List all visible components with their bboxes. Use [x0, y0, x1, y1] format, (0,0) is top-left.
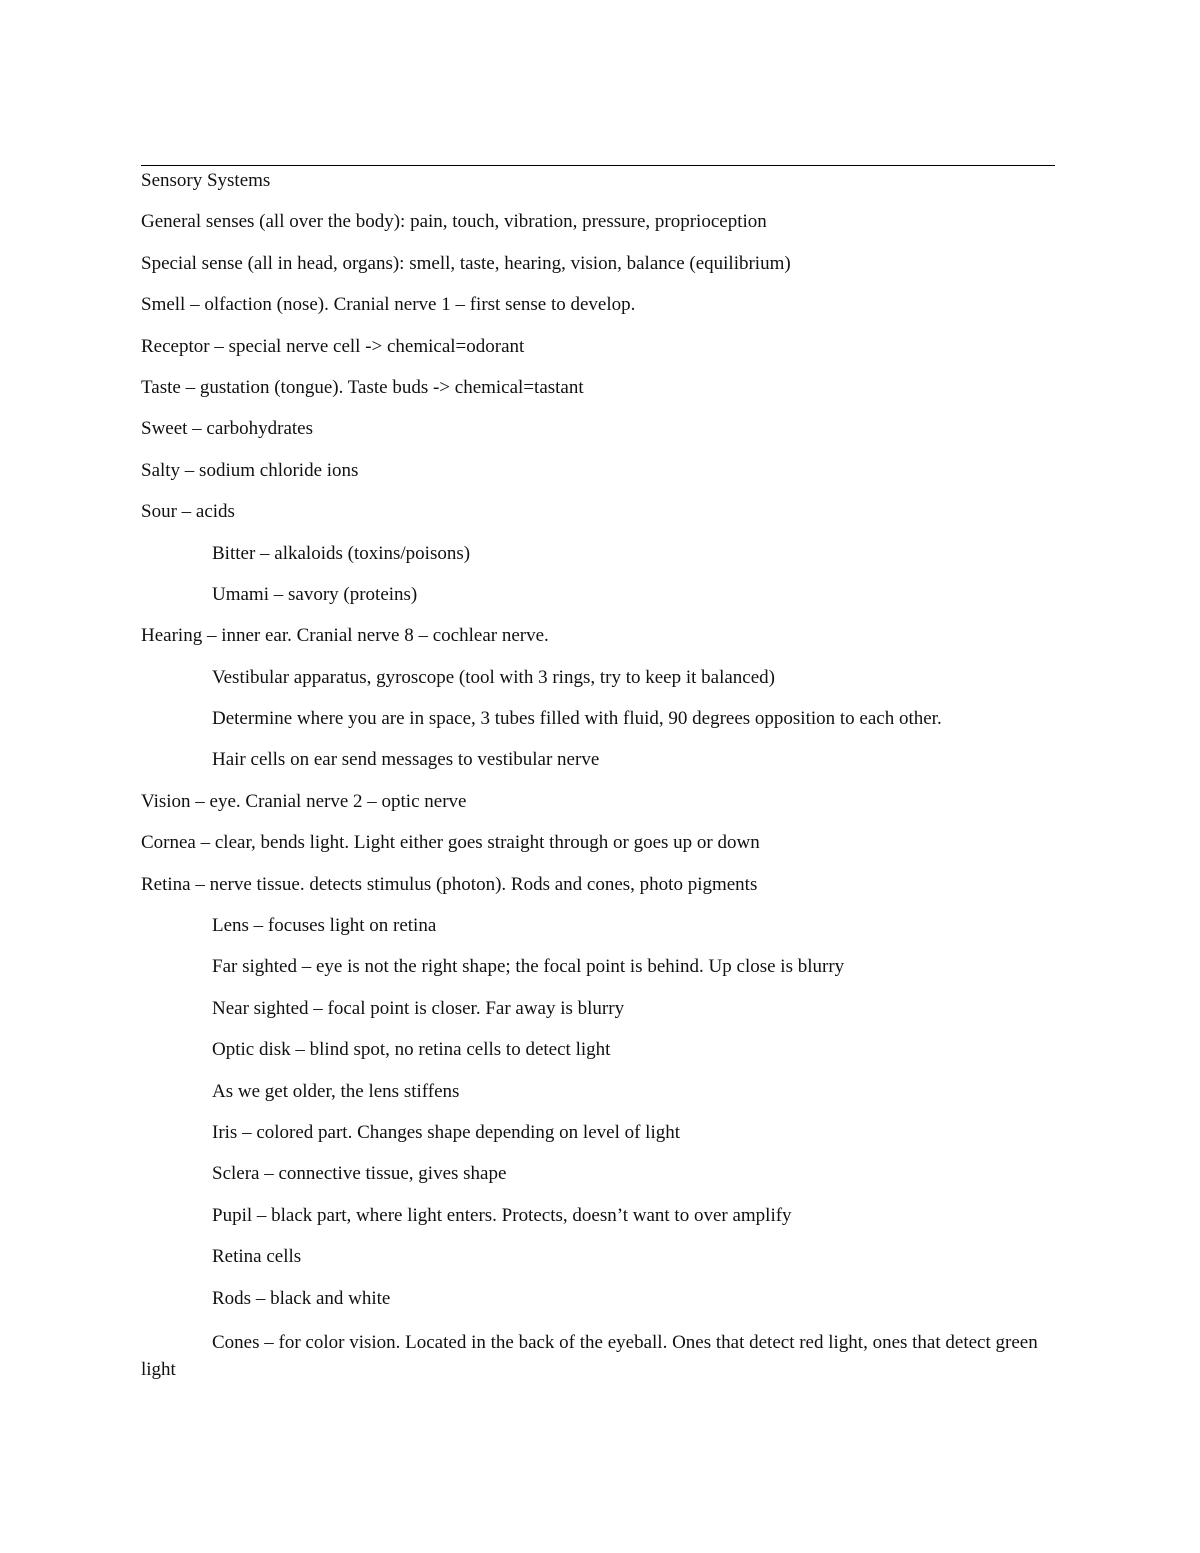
note-line-indented: Optic disk – blind spot, no retina cells to detect light: [212, 1039, 611, 1061]
document-title: Sensory Systems: [141, 170, 271, 191]
note-line-indented: Bitter – alkaloids (toxins/poisons): [212, 542, 471, 564]
note-line: General senses (all over the body): pain, touch, vibration, pressure, proprioception: [141, 211, 767, 233]
note-line-indented: Determine where you are in space, 3 tubes filled with fluid, 90 degrees opposition to each other.: [212, 708, 942, 730]
note-line-indented: Iris – colored part. Changes shape depending on level of light: [212, 1121, 681, 1143]
note-line-indented: Pupil – black part, where light enters. Protects, doesn’t want to over amplify: [212, 1204, 792, 1226]
note-line-indented: Umami – savory (proteins): [212, 583, 418, 605]
note-line: Sweet – carbohydrates: [141, 418, 313, 440]
note-line: Salty – sodium chloride ions: [141, 459, 359, 481]
note-line: Vision – eye. Cranial nerve 2 – optic nerve: [141, 790, 467, 812]
document-body: [141, 170, 1055, 1402]
note-line: Sour – acids: [141, 501, 235, 523]
note-line-indented: Far sighted – eye is not the right shape; the focal point is behind. Up close is blurry: [212, 956, 845, 978]
note-line-indented: Rods – black and white: [212, 1287, 391, 1309]
note-line-indented: Hair cells on ear send messages to vestibular nerve: [212, 749, 600, 771]
note-line: Cornea – clear, bends light. Light either goes straight through or goes up or down: [141, 832, 760, 854]
note-line-indented: Sclera – connective tissue, gives shape: [212, 1163, 507, 1185]
note-line-indented: Vestibular apparatus, gyroscope (tool with 3 rings, try to keep it balanced): [212, 666, 775, 688]
note-line-indented: Near sighted – focal point is closer. Far away is blurry: [212, 997, 625, 1019]
note-line-indented: Lens – focuses light on retina: [212, 915, 437, 937]
note-line-indented: Retina cells: [212, 1246, 302, 1268]
note-line: Receptor – special nerve cell -> chemical=odorant: [141, 335, 525, 357]
note-line-wrapped: Cones – for color vision. Located in the back of the eyeball. Ones that detect red light, ones that detect green light: [141, 1331, 1038, 1380]
note-line: Hearing – inner ear. Cranial nerve 8 – cochlear nerve.: [141, 625, 549, 647]
note-line: Smell – olfaction (nose). Cranial nerve 1 – first sense to develop.: [141, 294, 636, 316]
note-line-indented: As we get older, the lens stiffens: [212, 1080, 460, 1102]
note-line: Special sense (all in head, organs): smell, taste, hearing, vision, balance (equilibrium): [141, 252, 791, 274]
header-rule: [141, 165, 1055, 166]
note-line: Taste – gustation (tongue). Taste buds -> chemical=tastant: [141, 376, 584, 398]
note-line: Retina – nerve tissue. detects stimulus (photon). Rods and cones, photo pigments: [141, 873, 758, 895]
